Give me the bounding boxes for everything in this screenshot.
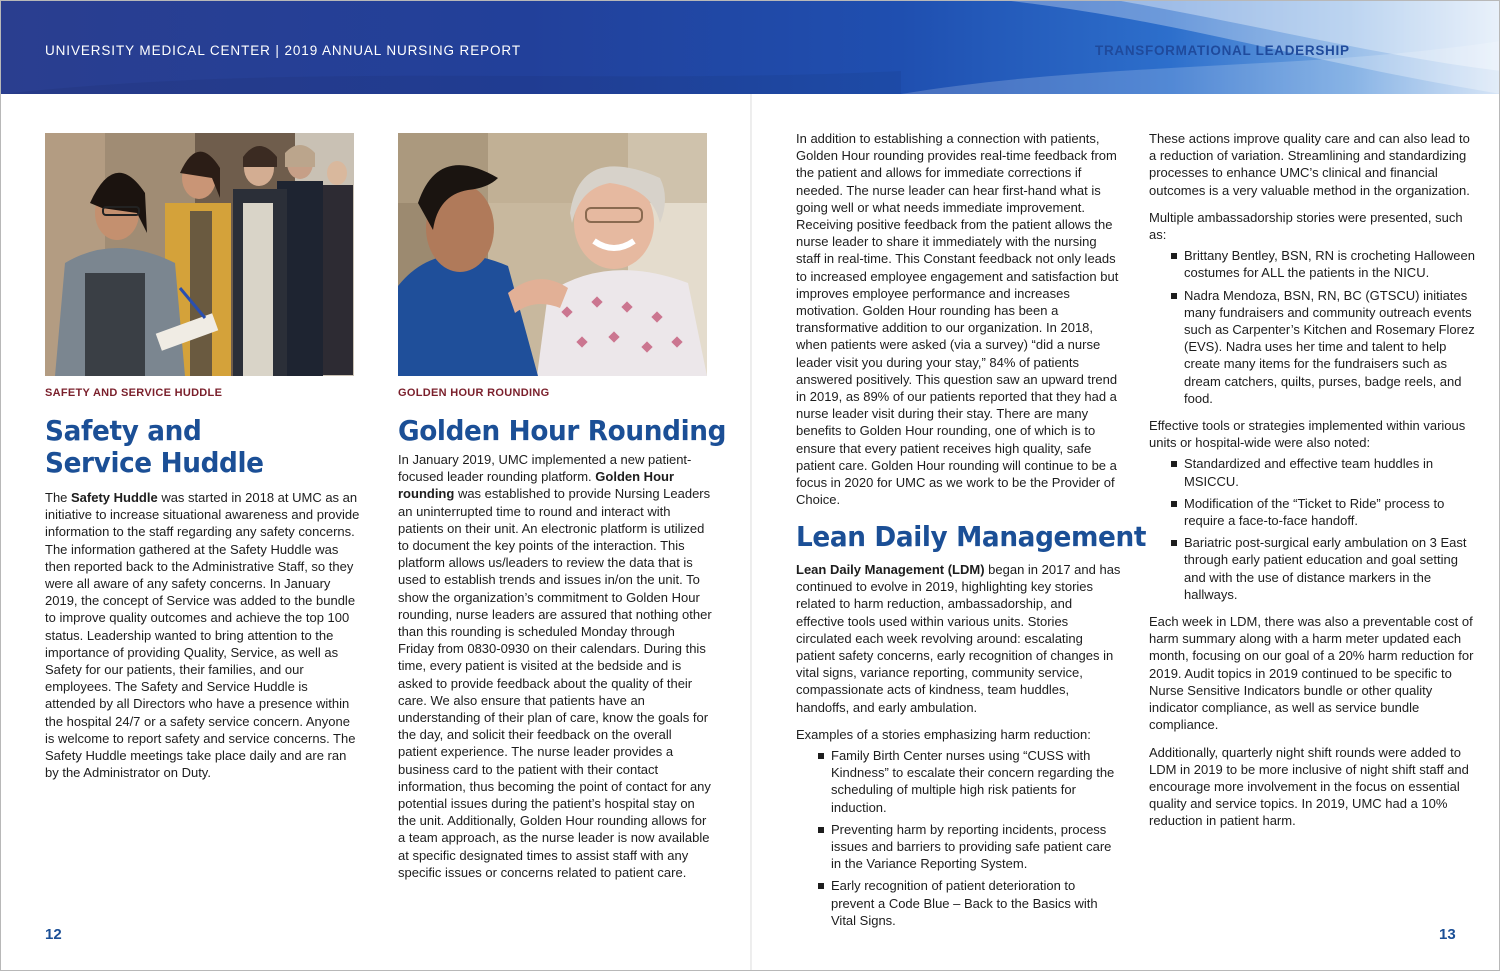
golden-hour-continued-paragraph: In addition to establishing a connection with patients, Golden Hour rounding provides real-time feedback from the patient and allows for immediate corrections if needed. The nurse leader can hear first-hand what is going well or what needs immediate improvement. Receiving positive feedback from the patient allows the nurse leader to share it immediately with the nursing staff in real-time. This Constant feedback not only leads to increased employee engagement and satisfaction but improves employee performance and increases motivation. Golden Hour rounding has been a transformative addition to our organization. In 2018, when patients were asked (via a survey) “did a nurse leader visit you during your stay,” 84% of patients answered positively. This question saw an upward trend in 2019, as 89% of our patients reported that they had a nurse leader visit during their stay. There are many benefits to Golden Hour rounding, one of which is to ensure that every patient receives high quality, safe patient care. Golden Hour rounding will continue to be a focus in 2020 for UMC as we work to be the Provider of Choice. xyxy=(796,131,1119,508)
golden-hour-paragraph xyxy=(398,451,712,881)
huddle-kicker: SAFETY AND SERVICE HUDDLE xyxy=(45,387,223,399)
golden-hour-kicker: GOLDEN HOUR ROUNDING xyxy=(398,387,550,399)
ambassadorship-list xyxy=(1149,247,1475,407)
golden-hour-photo xyxy=(398,133,707,376)
harm-examples-list xyxy=(796,747,1122,929)
ldm-intro-text: began in 2017 and has continued to evolve in 2019, highlighting key stories related to harm reduction, ambassadorship, and effective tools used within various units. Stories circulated each week revolving around: escalating patient safety concerns, early recognition of changes in vital signs, variance reporting, community service, compassionate acts of kindness, team huddles, handoffs, and early ambulation. xyxy=(796,562,1121,715)
huddle-title-line2: Service Huddle xyxy=(45,446,264,479)
huddle-text-lead: The xyxy=(45,490,72,505)
tools-intro: Effective tools or strategies implemented within various units or hospital-wide were also noted: xyxy=(1149,418,1466,451)
golden-hour-continued xyxy=(796,130,1122,508)
huddle-title-line1: Safety and xyxy=(45,414,202,447)
harm-examples-intro: Examples of a stories emphasizing harm reduction: xyxy=(796,726,1091,742)
list-item: Nadra Mendoza, BSN, RN, BC (GTSCU) initiates many fundraisers and community outreach events such as Carpenter’s Kitchen and Rosemary Florez (EVS). Nadra uses her time and talent to help create many items for the fundraisers such as dream catchers, quilts, purses, badge reels, and food. xyxy=(1149,287,1475,407)
ldm-intro-paragraph xyxy=(796,561,1122,716)
huddle-paragraph xyxy=(45,489,361,781)
ldm-title: Lean Daily Management xyxy=(796,520,1147,553)
ldm-bold-term: Lean Daily Management (LDM) xyxy=(796,562,985,577)
page-number-left: 12 xyxy=(45,926,62,943)
list-item: Brittany Bentley, BSN, RN is crocheting Halloween costumes for ALL the patients in the NICU. xyxy=(1149,247,1475,281)
huddle-title xyxy=(45,415,264,479)
tools-list xyxy=(1149,455,1475,603)
golden-hour-title: Golden Hour Rounding xyxy=(398,414,727,447)
page-number-right: 13 xyxy=(1439,926,1456,943)
huddle-text-body: was started in 2018 at UMC as an initiative to increase situational awareness and provide information to the staff regarding any safety concerns. The information gathered at the Safety Huddle was then reported back to the Administrative Staff, so they were all aware of any safety concerns. In January 2019, the concept of Service was added to the bundle to improve quality outcomes and achieve the top 100 status. Leadership wanted to bring attention to the importance of providing Quality, Service, as well as Safety for our patients, their families, and our employees. The Safety and Service Huddle is attended by all Directors who have a presence within the hospital 24/7 or a safety service concern. Anyone is welcome to report safety and service concerns. The Safety Huddle meetings take place daily and are ran by the Administrator on Duty. xyxy=(45,490,360,781)
golden-hour-text-body: was established to provide Nursing Leaders an uninterrupted time to round and interact with patients on their unit. An electronic platform is utilized to document the key points of the interaction. This platform allows us/leaders to review the data that is used to establish trends and issues in/on the unit. To show the organization’s commitment to Golden Hour rounding, nurse leaders are assured that nothing other than this rounding is scheduled Monday through Friday from 0830-0930 on their calendars. During this time, every patient is visited at the bedside and is asked to provide feedback about the quality of their care. We also ensure that patients have an understanding of their plan of care, know the goals for the day, and solicit their feedback on the overall patient experience. The nurse leader provides a business card to the patient with their contact information, thus becoming the point of contact for any potential issues during the patient’s hospital stay on the unit. Additionally, Golden Hour rounding allows for a team approach, as the nurse leader is now available at specific designated times to assist staff with any specific issues or concerns related to patient care. xyxy=(398,486,712,880)
ldm-continued xyxy=(1149,130,1475,830)
publication-title: UNIVERSITY MEDICAL CENTER | 2019 ANNUAL NURSING REPORT xyxy=(45,43,521,58)
harm-summary-paragraph: Each week in LDM, there was also a preventable cost of harm summary along with a harm meter updated each month, focusing on our goal of a 20% harm reduction for 2019. Audit topics in 2019 continued to be specific to Nurse Sensitive Indicators bundle or other quality indicator compliance, as well as service bundle compliance. xyxy=(1149,614,1474,733)
golden-hour-text-lead: In January 2019, UMC implemented a new patient-focused leader rounding platform. xyxy=(398,452,692,485)
ldm-body xyxy=(796,561,1122,934)
golden-hour-body xyxy=(398,451,712,881)
huddle-body xyxy=(45,489,361,781)
list-item: Early recognition of patient deterioration to prevent a Code Blue – Back to the Basics with Vital Signs. xyxy=(796,877,1122,929)
list-item: Preventing harm by reporting incidents, process issues and barriers to providing safe patient care in the Variance Reporting System. xyxy=(796,821,1122,873)
header-band xyxy=(1,1,1500,94)
list-item: Family Birth Center nurses using “CUSS with Kindness” to escalate their concern regarding the scheduling of multiple high risk patients for induction. xyxy=(796,747,1122,816)
huddle-bold-term: Safety Huddle xyxy=(71,490,158,505)
huddle-photo xyxy=(45,133,354,376)
list-item: Modification of the “Ticket to Ride” process to require a face-to-face handoff. xyxy=(1149,495,1475,529)
list-item: Bariatric post-surgical early ambulation on 3 East through early patient education and goal setting and with the use of distance markers in the hallways. xyxy=(1149,534,1475,603)
quality-paragraph: These actions improve quality care and can also lead to a reduction of variation. Streamlining and standardizing processes to enhance UMC’s clinical and financial outcomes is a very valuable method in the organization. xyxy=(1149,131,1470,198)
golden-hour-bold-term: Golden Hour rounding xyxy=(398,469,675,502)
section-title: TRANSFORMATIONAL LEADERSHIP xyxy=(1095,43,1350,58)
list-item: Standardized and effective team huddles in MSICCU. xyxy=(1149,455,1475,489)
ambassadorship-intro: Multiple ambassadorship stories were presented, such as: xyxy=(1149,209,1463,243)
page-gutter xyxy=(750,94,752,971)
night-shift-paragraph: Additionally, quarterly night shift rounds were added to LDM in 2019 to be more inclusive of night shift staff and encourage more involvement in the focus on essential quality and service topics. In 2019, UMC had a 10% reduction in patient harm. xyxy=(1149,744,1469,829)
